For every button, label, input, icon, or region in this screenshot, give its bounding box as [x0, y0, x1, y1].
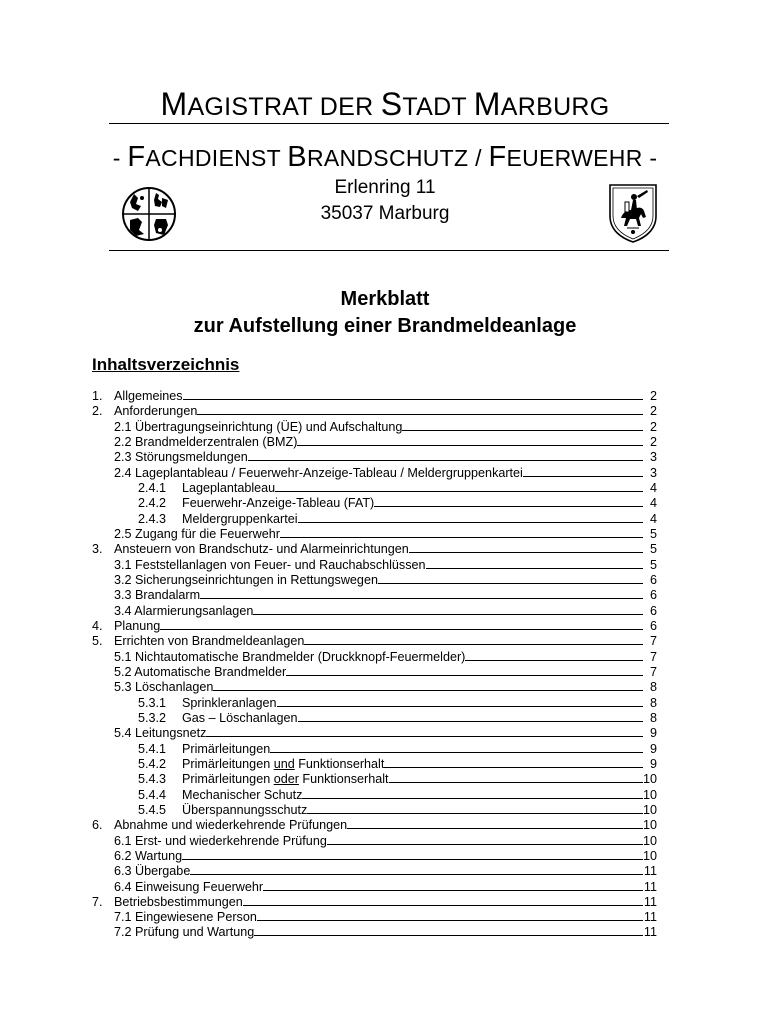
toc-entry-number: 4. — [92, 618, 103, 633]
toc-entry-label-text: 2.1 Übertragungseinrichtung (ÜE) und Aufschaltung — [114, 419, 403, 434]
toc-page-number: 5 — [649, 542, 657, 557]
toc-leader-line — [248, 460, 643, 461]
toc-entry-label-text: Betriebsbestimmungen — [114, 894, 243, 909]
toc-entry[interactable] — [92, 527, 657, 542]
toc-entry[interactable] — [92, 757, 657, 772]
toc-leader-line — [257, 920, 643, 921]
toc-entry[interactable] — [92, 696, 657, 711]
toc-entry-label-part: oder — [273, 772, 299, 787]
table-of-contents — [92, 389, 657, 941]
toc-entry-label-text: 2.3 Störungsmeldungen — [114, 450, 248, 465]
toc-entry-subnumber: 2.4.2 — [138, 496, 167, 511]
toc-entry-label — [138, 481, 275, 496]
toc-page-number: 5 — [649, 526, 657, 541]
toc-entry-subnumber: 5.4.2 — [138, 756, 167, 771]
toc-page-number: 7 — [649, 664, 657, 679]
toc-page-number: 9 — [649, 726, 657, 741]
toc-leader-line — [183, 399, 643, 400]
toc-page-number: 10 — [642, 772, 657, 787]
toc-entry-text — [138, 788, 643, 803]
toc-entry-label-text: 5.1 Nichtautomatische Brandmelder (Druckknopf-Feuermelder) — [114, 649, 466, 664]
toc-entry-subnumber: 2.4.1 — [138, 480, 167, 495]
toc-entry-text — [114, 895, 643, 910]
toc-entry-label-text: Planung — [114, 618, 161, 633]
toc-page-number: 11 — [643, 925, 657, 940]
toc-page-number: 10 — [642, 833, 657, 848]
toc-entry-text — [114, 466, 643, 481]
toc-entry[interactable] — [92, 742, 657, 757]
toc-entry-label — [114, 880, 263, 895]
toc-entry-label-text: Ansteuern von Brandschutz- und Alarmeinrichtungen — [114, 542, 409, 557]
toc-entry-label — [114, 450, 248, 465]
toc-leader-line — [190, 874, 643, 875]
toc-entry[interactable] — [92, 650, 657, 665]
toc-entry-text — [114, 420, 643, 435]
toc-entry[interactable] — [92, 512, 657, 527]
toc-page-number: 4 — [649, 511, 657, 526]
toc-entry[interactable] — [92, 588, 657, 603]
toc-entry-label-part: Funktionserhalt — [294, 756, 385, 771]
toc-page-number: 6 — [649, 588, 657, 603]
toc-entry[interactable] — [92, 665, 657, 680]
toc-page-number: 9 — [649, 741, 657, 756]
toc-leader-line — [254, 935, 643, 936]
toc-entry-label — [114, 895, 243, 910]
toc-leader-line — [389, 782, 643, 783]
toc-entry-label — [138, 742, 270, 757]
toc-entry-label — [138, 803, 307, 818]
address-city: 35037 Marburg — [320, 203, 450, 224]
toc-entry-label-text: Mechanischer Schutz — [182, 787, 303, 802]
toc-leader-line — [302, 798, 643, 799]
toc-entry-text — [114, 558, 643, 573]
toc-leader-line — [402, 430, 643, 431]
toc-entry-label — [114, 619, 160, 634]
toc-page-number: 5 — [649, 557, 657, 572]
toc-entry-label — [114, 404, 197, 419]
toc-page-number: 6 — [649, 572, 657, 587]
toc-leader-line — [297, 445, 643, 446]
toc-entry-label-text: 3.3 Brandalarm — [114, 588, 201, 603]
subtitle-part: RANDSCHUTZ / — [306, 145, 489, 171]
toc-entry-label-text: 3.4 Alarmierungsanlagen — [114, 603, 254, 618]
toc-entry-label-text: 5.3 Löschanlagen — [114, 680, 214, 695]
toc-leader-line — [298, 721, 643, 722]
toc-entry-label — [138, 512, 298, 527]
toc-entry-label — [138, 788, 302, 803]
toc-page-number: 11 — [643, 910, 657, 925]
toc-entry-label-text: Gas – Löschanlagen — [182, 710, 298, 725]
toc-page-number: 11 — [643, 864, 657, 879]
toc-entry[interactable] — [92, 496, 657, 511]
toc-entry[interactable] — [92, 466, 657, 481]
toc-entry-text — [114, 527, 643, 542]
toc-entry-label — [114, 726, 206, 741]
toc-entry-label-text: 7.2 Prüfung und Wartung — [114, 925, 255, 940]
toc-entry-label — [114, 558, 426, 573]
toc-entry-label — [114, 420, 402, 435]
toc-page-number: 7 — [649, 634, 657, 649]
toc-entry-text — [114, 634, 643, 649]
toc-entry[interactable] — [92, 404, 657, 419]
toc-entry-text — [114, 542, 643, 557]
toc-leader-line — [280, 537, 643, 538]
toc-entry-label — [138, 772, 389, 787]
toc-entry[interactable] — [92, 558, 657, 573]
toc-entry[interactable] — [92, 542, 657, 557]
toc-entry-text — [114, 880, 643, 895]
toc-entry-label — [138, 496, 374, 511]
toc-entry-subnumber: 2.4.3 — [138, 511, 167, 526]
toc-entry[interactable] — [92, 619, 657, 634]
toc-entry[interactable] — [92, 788, 657, 803]
toc-entry-label — [114, 680, 213, 695]
toc-entry-label-part: Primärleitungen — [182, 772, 274, 787]
toc-entry-number: 6. — [92, 818, 103, 833]
title-initial-m: M — [160, 86, 188, 122]
toc-entry-label-text: 6.1 Erst- und wiederkehrende Prüfung — [114, 833, 327, 848]
toc-heading: Inhaltsverzeichnis — [92, 355, 240, 374]
toc-page-number: 4 — [649, 480, 657, 495]
toc-entry[interactable] — [92, 834, 657, 849]
toc-page-number: 6 — [649, 603, 657, 618]
toc-page-number: 6 — [649, 618, 657, 633]
toc-leader-line — [270, 752, 643, 753]
toc-leader-line — [307, 813, 643, 814]
toc-page-number: 3 — [649, 450, 657, 465]
toc-leader-line — [213, 690, 643, 691]
header-divider-top — [109, 123, 669, 124]
subtitle-part: - — [112, 145, 128, 171]
toc-leader-line — [426, 568, 643, 569]
toc-entry[interactable] — [92, 910, 657, 925]
toc-leader-line — [384, 767, 643, 768]
toc-entry[interactable] — [92, 895, 657, 910]
toc-entry-text — [138, 742, 643, 757]
toc-entry-text — [114, 665, 643, 680]
toc-entry-label-text: Lageplantableau — [182, 480, 276, 495]
toc-leader-line — [304, 644, 643, 645]
toc-entry[interactable] — [92, 803, 657, 818]
toc-page-number: 4 — [649, 496, 657, 511]
toc-entry-label-text: Errichten von Brandmeldeanlagen — [114, 634, 305, 649]
toc-entry-subnumber: 5.4.5 — [138, 802, 167, 817]
toc-entry-subnumber: 5.4.4 — [138, 787, 167, 802]
toc-leader-line — [523, 476, 643, 477]
toc-entry[interactable] — [92, 634, 657, 649]
toc-page-number: 2 — [649, 389, 657, 403]
toc-leader-line — [374, 506, 643, 507]
toc-entry[interactable] — [92, 420, 657, 435]
toc-entry-text — [114, 910, 643, 925]
toc-entry-text — [114, 435, 643, 450]
toc-leader-line — [465, 660, 643, 661]
toc-leader-line — [409, 552, 643, 553]
toc-entry-label-text: Primärleitungen — [182, 741, 271, 756]
toc-entry-text — [114, 864, 643, 879]
toc-entry-text — [114, 650, 643, 665]
toc-entry-label-text: 5.2 Automatische Brandmelder — [114, 664, 287, 679]
toc-entry-text — [138, 757, 643, 772]
toc-entry-text — [114, 925, 643, 940]
toc-entry[interactable] — [92, 389, 657, 404]
toc-entry-label-text: 6.4 Einweisung Feuerwehr — [114, 879, 264, 894]
toc-page-number: 8 — [649, 695, 657, 710]
toc-entry-text — [114, 404, 643, 419]
title-initial-m2: M — [473, 86, 501, 122]
toc-entry-number: 5. — [92, 634, 103, 649]
toc-entry-text — [138, 711, 643, 726]
toc-entry-text — [114, 450, 643, 465]
toc-entry-label-text: Überspannungsschutz — [182, 802, 308, 817]
toc-entry-number: 2. — [92, 404, 103, 419]
toc-entry-subnumber: 5.3.1 — [138, 695, 167, 710]
marburg-coat-of-arms-icon — [607, 182, 659, 244]
toc-entry-text — [138, 496, 643, 511]
toc-entry-label — [138, 757, 384, 772]
header-title — [0, 86, 770, 123]
title-part: TADT — [402, 93, 474, 121]
toc-page-number: 10 — [642, 787, 657, 802]
toc-entry-text — [114, 680, 643, 695]
toc-entry-label-part: Funktionserhalt — [298, 772, 389, 787]
toc-entry-label-text: 6.2 Wartung — [114, 848, 183, 863]
toc-entry-text — [138, 803, 643, 818]
toc-page-number: 9 — [649, 756, 657, 771]
toc-entry-label-text: 2.5 Zugang für die Feuerwehr — [114, 526, 280, 541]
toc-leader-line — [347, 828, 643, 829]
toc-page-number: 8 — [649, 710, 657, 725]
toc-entry-number: 1. — [92, 389, 103, 403]
toc-entry[interactable] — [92, 435, 657, 450]
subtitle-initial-b: B — [287, 141, 307, 173]
toc-entry-subnumber: 5.4.3 — [138, 772, 167, 787]
toc-entry-text — [138, 696, 643, 711]
toc-entry[interactable] — [92, 880, 657, 895]
document-subtitle: zur Aufstellung einer Brandmeldeanlage — [193, 315, 577, 337]
toc-entry[interactable] — [92, 925, 657, 940]
toc-entry-label — [114, 650, 465, 665]
toc-entry-label-text: Abnahme und wiederkehrende Prüfungen — [114, 818, 348, 833]
toc-entry-text — [114, 573, 643, 588]
toc-page-number: 10 — [642, 848, 657, 863]
toc-entry-label-text: Feuerwehr-Anzeige-Tableau (FAT) — [182, 496, 375, 511]
subtitle-part: ACHDIENST — [145, 145, 288, 171]
toc-leader-line — [253, 614, 643, 615]
toc-leader-line — [160, 629, 643, 630]
header-subtitle — [0, 141, 770, 174]
toc-entry-text — [138, 772, 643, 787]
document-title: Merkblatt — [340, 288, 430, 310]
toc-leader-line — [378, 583, 643, 584]
toc-entry-label — [114, 834, 327, 849]
fire-brigade-emblem-icon — [120, 186, 178, 242]
title-part: AGISTRAT DER — [187, 93, 381, 121]
toc-entry-label-text: 3.2 Sicherungseinrichtungen in Rettungswegen — [114, 572, 378, 587]
toc-entry-text — [114, 834, 643, 849]
toc-page-number: 11 — [643, 879, 657, 894]
toc-page-number: 2 — [649, 434, 657, 449]
toc-entry[interactable] — [92, 481, 657, 496]
toc-entry-label — [114, 910, 257, 925]
title-initial-s: S — [380, 86, 403, 122]
subtitle-part: EUERWEHR - — [506, 145, 658, 171]
title-part: ARBURG — [500, 93, 610, 121]
toc-entry[interactable] — [92, 711, 657, 726]
toc-entry-label-part: und — [273, 756, 295, 771]
toc-leader-line — [182, 859, 643, 860]
toc-page-number: 8 — [649, 680, 657, 695]
toc-leader-line — [197, 414, 643, 415]
toc-entry-text — [114, 389, 643, 404]
toc-entry-text — [138, 481, 643, 496]
toc-entry-label — [114, 466, 523, 481]
toc-entry-label — [114, 435, 297, 450]
toc-entry-label — [114, 527, 280, 542]
toc-entry-label — [114, 389, 183, 404]
toc-entry-label — [138, 696, 277, 711]
toc-page-number: 2 — [649, 404, 657, 419]
toc-page-number: 7 — [649, 649, 657, 664]
toc-page-number: 10 — [642, 818, 657, 833]
toc-entry-label — [114, 925, 254, 940]
subtitle-initial-f: F — [127, 141, 146, 173]
toc-entry-text — [114, 818, 643, 833]
toc-entry-subnumber: 5.4.1 — [138, 741, 167, 756]
toc-entry[interactable] — [92, 772, 657, 787]
toc-entry-text — [114, 619, 643, 634]
toc-leader-line — [200, 598, 643, 599]
toc-entry[interactable] — [92, 818, 657, 833]
toc-leader-line — [263, 890, 643, 891]
toc-entry-label-text: 2.4 Lageplantableau / Feuerwehr-Anzeige-Tableau / Meldergruppenkartei — [114, 465, 523, 480]
toc-leader-line — [275, 491, 643, 492]
toc-entry-label — [138, 711, 298, 726]
toc-leader-line — [243, 905, 643, 906]
toc-entry-text — [138, 512, 643, 527]
toc-entry-number: 7. — [92, 894, 103, 909]
toc-page-number: 2 — [649, 419, 657, 434]
toc-entry-subnumber: 5.3.2 — [138, 710, 167, 725]
toc-entry-text — [114, 849, 643, 864]
toc-entry-label-text: Anforderungen — [114, 404, 198, 419]
toc-entry-label — [114, 573, 378, 588]
toc-entry-label-text: 5.4 Leitungsnetz — [114, 726, 207, 741]
toc-entry-number: 3. — [92, 542, 103, 557]
toc-entry[interactable] — [92, 573, 657, 588]
toc-entry[interactable] — [92, 604, 657, 619]
toc-entry-label-text: 7.1 Eingewiesene Person — [114, 910, 257, 925]
toc-entry-label-text: 6.3 Übergabe — [114, 864, 191, 879]
toc-leader-line — [327, 844, 643, 845]
toc-leader-line — [206, 736, 643, 737]
toc-page-number: 10 — [642, 802, 657, 817]
toc-page-number: 11 — [643, 894, 657, 909]
toc-entry-label-text: Sprinkleranlagen — [182, 695, 277, 710]
toc-entry-label — [114, 849, 182, 864]
toc-entry-text — [114, 604, 643, 619]
toc-entry[interactable] — [92, 450, 657, 465]
toc-entry[interactable] — [92, 849, 657, 864]
toc-entry-label-text: 2.2 Brandmelderzentralen (BMZ) — [114, 434, 298, 449]
header-divider-bottom — [109, 250, 669, 251]
toc-entry-label-text: Allgemeines — [114, 389, 183, 403]
toc-entry[interactable] — [92, 864, 657, 879]
toc-leader-line — [298, 522, 643, 523]
toc-entry-text — [114, 588, 643, 603]
toc-leader-line — [286, 675, 643, 676]
toc-entry-label-part: Primärleitungen — [182, 756, 274, 771]
toc-entry-label — [114, 542, 409, 557]
toc-entry-label-text: Meldergruppenkartei — [182, 511, 298, 526]
toc-page-number: 3 — [649, 465, 657, 480]
subtitle-initial-f2: F — [488, 141, 507, 173]
toc-entry-label — [114, 604, 253, 619]
toc-entry-label — [114, 864, 190, 879]
toc-leader-line — [277, 706, 643, 707]
toc-entry[interactable] — [92, 726, 657, 741]
toc-entry-label — [114, 818, 347, 833]
toc-entry-text — [114, 726, 643, 741]
toc-entry-label — [114, 588, 200, 603]
toc-entry[interactable] — [92, 680, 657, 695]
toc-entry-label-text: 3.1 Feststellanlagen von Feuer- und Rauchabschlüssen — [114, 557, 426, 572]
toc-entry-label — [114, 634, 304, 649]
address-street: Erlenring 11 — [334, 177, 436, 198]
toc-entry-label — [114, 665, 286, 680]
